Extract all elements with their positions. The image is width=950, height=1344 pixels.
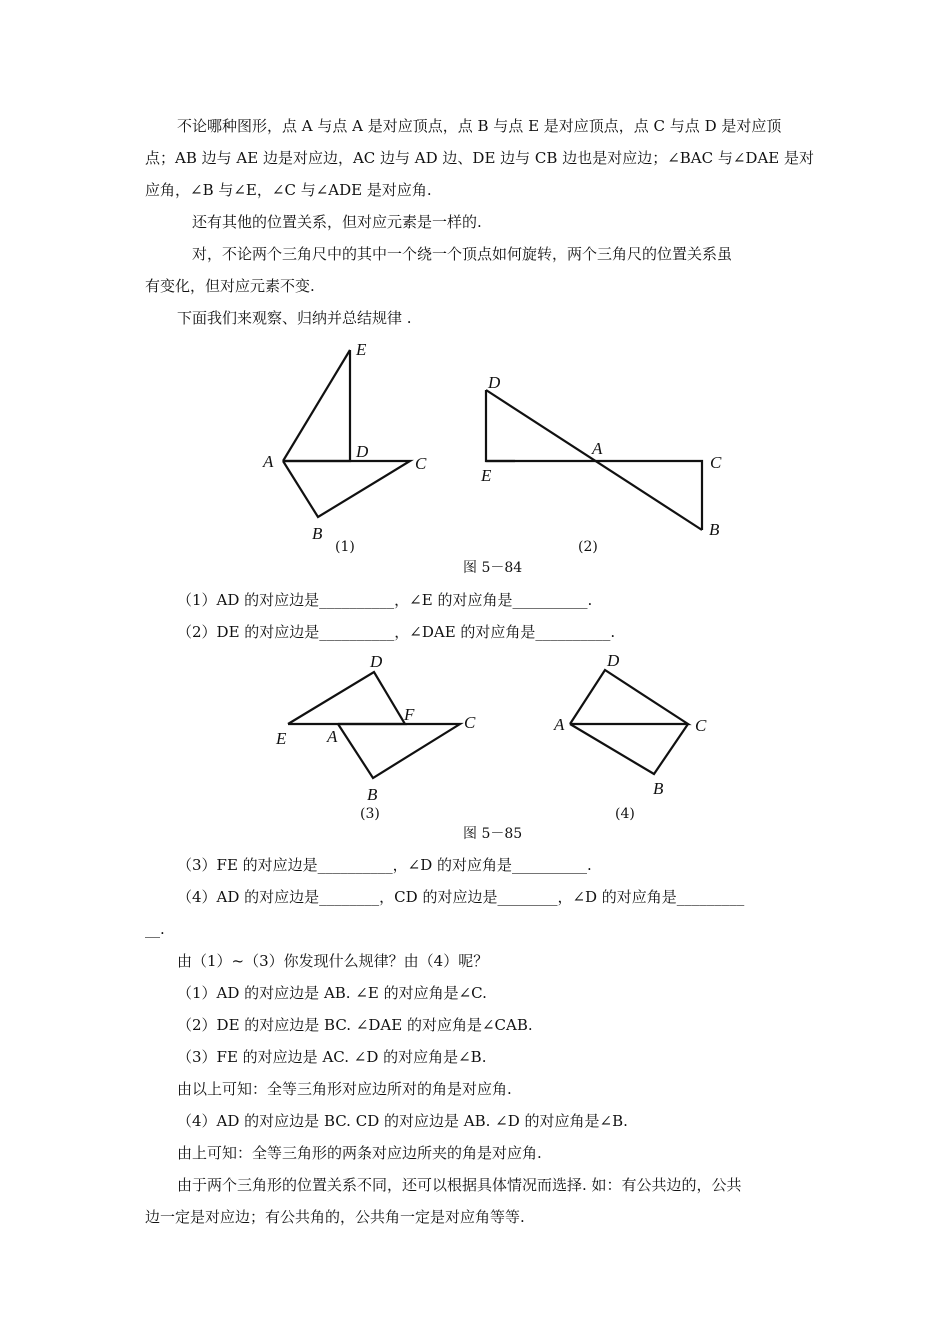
figure-5-84-1 — [255, 335, 435, 560]
triangle-adc — [570, 670, 688, 724]
figure-5-84-caption: 图 5－84 — [463, 560, 523, 576]
para-line-4: 还有其他的位置关系，但对应元素是一样的. — [192, 213, 482, 231]
label-d: D — [488, 373, 501, 392]
question-4: （4）AD 的对应边是________，CD 的对应边是________，∠D 的对应角是_________ — [177, 888, 745, 906]
figure-5-84-2 — [470, 370, 740, 560]
question-4-cont: __. — [145, 920, 165, 938]
figure-5-85-caption: 图 5－85 — [463, 826, 523, 842]
label-d: D — [607, 651, 620, 670]
para-line-7: 下面我们来观察、归纳并总结规律 . — [177, 309, 412, 327]
label-d: D — [356, 442, 369, 461]
figure-caption-3: (3) — [360, 806, 380, 822]
triangle-edf — [288, 672, 405, 724]
figure-5-85-4 — [545, 650, 725, 825]
answer-2: （2）DE 的对应边是 BC. ∠DAE 的对应角是∠CAB. — [177, 1016, 533, 1034]
label-c: C — [464, 713, 476, 732]
para-line-5: 对，不论两个三角尺中的其中一个绕一个顶点如何旋转，两个三角尺的位置关系虽 — [192, 245, 733, 263]
answer-1: （1）AD 的对应边是 AB. ∠E 的对应角是∠C. — [177, 984, 487, 1002]
label-e: E — [356, 340, 367, 359]
para-line-2: 点；AB 边与 AE 边是对应边，AC 边与 AD 边、DE 边与 CB 边也是对应边；∠BAC 与∠DAE 是对 — [145, 149, 815, 167]
figure-caption-4: (4) — [615, 806, 635, 822]
label-b: B — [709, 520, 720, 539]
answer-3: （3）FE 的对应边是 AC. ∠D 的对应角是∠B. — [177, 1048, 487, 1066]
question-3: （3）FE 的对应边是__________，∠D 的对应角是__________. — [177, 856, 592, 874]
figure-caption-1: (1) — [335, 539, 355, 555]
label-a: A — [554, 715, 565, 734]
label-b: B — [312, 524, 323, 543]
conclusion-1: 由以上可知：全等三角形对应边所对的角是对应角. — [177, 1080, 512, 1098]
summary-line-1: 由于两个三角形的位置关系不同，还可以根据具体情况而选择. 如：有公共边的，公共 — [177, 1176, 742, 1194]
answer-4: （4）AD 的对应边是 BC. CD 的对应边是 AB. ∠D 的对应角是∠B. — [177, 1112, 628, 1130]
label-b: B — [367, 785, 378, 804]
label-b: B — [653, 779, 664, 798]
label-a: A — [592, 439, 603, 458]
triangle-acb — [283, 461, 410, 517]
triangle-acb — [338, 724, 460, 778]
label-e: E — [276, 729, 287, 748]
conclusion-2: 由上可知：全等三角形的两条对应边所夹的角是对应角. — [177, 1144, 542, 1162]
question-1: （1）AD 的对应边是__________，∠E 的对应角是__________. — [177, 591, 593, 609]
triangle-abc — [570, 724, 688, 774]
label-a: A — [263, 452, 274, 471]
label-c: C — [710, 453, 722, 472]
summary-line-2: 边一定是对应边；有公共角的，公共角一定是对应角等等. — [145, 1208, 525, 1226]
answer-intro: 由（1）~（3）你发现什么规律？由（4）呢？ — [177, 952, 489, 970]
label-c: C — [695, 716, 707, 735]
label-f: F — [404, 705, 415, 724]
label-a: A — [327, 727, 338, 746]
para-line-3: 应角，∠B 与∠E，∠C 与∠ADE 是对应角. — [145, 181, 432, 199]
label-c: C — [415, 454, 427, 473]
label-d: D — [370, 652, 383, 671]
para-line-6: 有变化，但对应元素不变. — [145, 277, 315, 295]
question-2: （2）DE 的对应边是__________，∠DAE 的对应角是__________. — [177, 623, 616, 641]
triangle-acb — [486, 461, 702, 530]
figure-5-85-3 — [270, 650, 490, 825]
figure-caption-2: (2) — [578, 539, 598, 555]
para-line-1: 不论哪种图形，点 A 与点 A 是对应顶点，点 B 与点 E 是对应顶点，点 C 与点 D 是对应顶 — [177, 117, 782, 135]
label-e: E — [481, 466, 492, 485]
